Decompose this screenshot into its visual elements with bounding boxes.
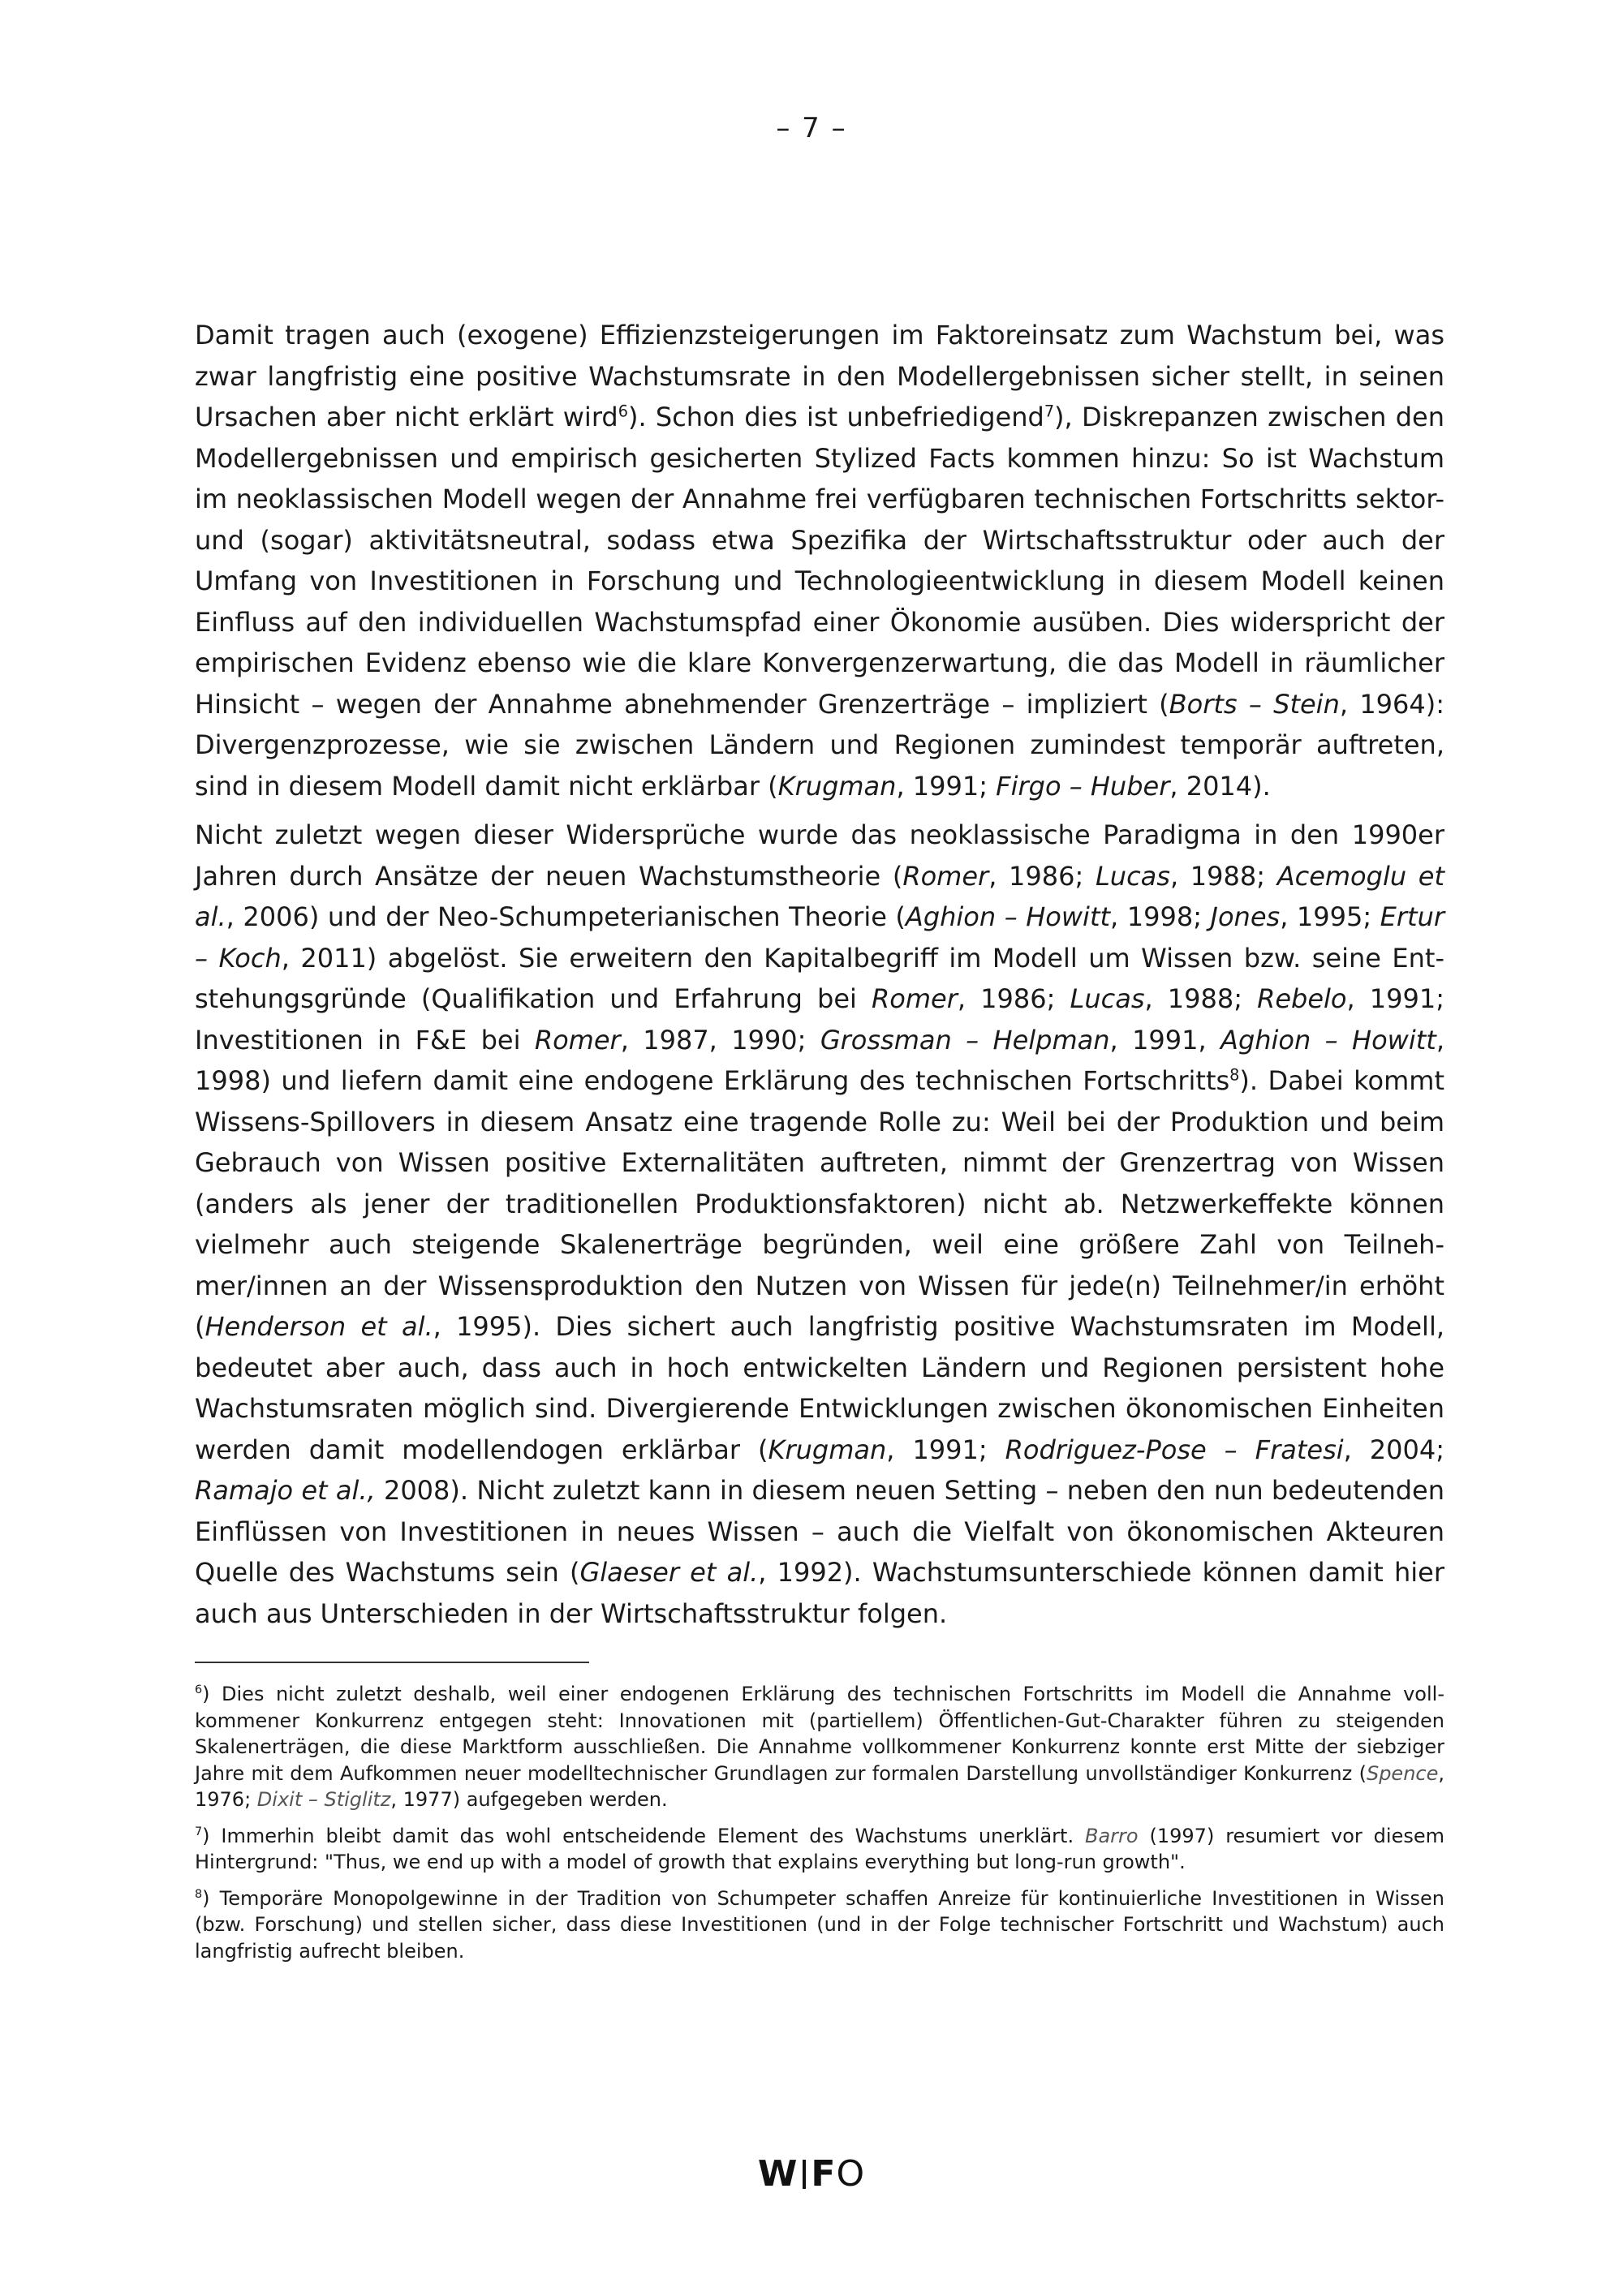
footnote-marker: 8 xyxy=(195,1887,203,1901)
page-number: – 7 – xyxy=(776,112,847,144)
citation: Aghion – Howitt xyxy=(905,901,1111,932)
citation: Lucas xyxy=(1095,860,1170,892)
citation: Henderson et al. xyxy=(204,1311,433,1342)
footnote-marker: 6 xyxy=(195,1683,203,1696)
citation: Firgo – Huber xyxy=(996,770,1170,802)
footnote-ref-8[interactable]: 8 xyxy=(1229,1065,1240,1085)
citation: Glaeser et al. xyxy=(579,1557,759,1588)
citation: Ertur – Koch xyxy=(195,901,1445,974)
paragraph-2: Nicht zuletzt wegen dieser Widersprüche wurde das neoklassische Paradigma in den 1990er Jahren durch Ansätze der neuen Wachstumstheorie (Romer, 1986; Lucas, 1988; Acemoglu et al., 2006) und der Neo-Schumpeterianischen Theorie (Aghion – Howitt, 1998; Jones, 1995; Ertur – Koch, 2011) abgelöst. Sie erweitern den Kapitalbegriff im Modell um Wissen bzw. seine Entstehungsgründe (Qualifikation und Erfahrung bei Romer, 1986; Lucas, 1988; Rebelo, 1991; Investitionen in F&E bei Romer, 1987, 1990; Grossman – Helpman, 1991, Aghion – Howitt, 1998) und liefern damit eine endogene Erklärung des technischen Fortschritts$^8$). Dabei kommt Wissens-Spillovers in diesem Ansatz eine tragende Rolle zu: Weil bei der Produktion und beim Gebrauch von Wissen positive Externalitäten auftreten, nimmt der Grenzertrag von Wissen (anders als jener der traditionellen Produktionsfaktoren) nicht ab. Netzwerkeffekte können vielmehr auch steigende Skalenerträge begründen, weil eine größere Zahl von Teilnehmer/innen an der Wissensproduktion den Nutzen von Wissen für jede(n) Teilnehmer/in erhöht (Henderson et al., 1995). Dies sichert auch langfristig positive Wachstumsraten im Modell, bedeutet aber auch, dass auch in hoch entwickelten Ländern und Regionen persistent hohe Wachstumsraten möglich sind. Divergierende Entwicklungen zwischen ökonomischen Einheiten werden damit modellendogen erklärbar (Krugman, 1991; Rodriguez-Pose – Fratesi, 2004; Ramajo et al., 2008). Nicht zuletzt kann in diesem neuen Setting – neben den nun bedeutenden Einflüssen von Investitionen in neues Wissen – auch die Vielfalt von ökonomischen Akteuren Quelle des Wachstums sein (Glaeser et al., 1992). Wachstumsunterschiede können damit hier auch aus Unterschieden in der Wirtschaftsstruktur folgen. xyxy=(195,819,1445,1629)
footnote-marker: 7 xyxy=(195,1825,203,1838)
citation: Grossman – Helpman xyxy=(820,1024,1110,1056)
footnote-7: $^7$) Immerhin bleibt damit das wohl entscheidende Element des Wachstums unerklärt. Barro (1997) resumiert vor diesem Hintergrund: "Thus, we end up with a model of growth that explains everything but long-run growth". xyxy=(195,1824,1444,1873)
footnote-8: $^8$) Temporäre Monopolgewinne in der Tradition von Schumpeter schaffen Anreize für kontinuierliche Investitionen in Wissen (bzw. Forschung) und stellen sicher, dass diese Investitionen (und in der Folge technischer Fortschritt und Wachstum) auch langfristig aufrecht bleiben. xyxy=(195,1886,1444,1963)
citation: Acemoglu et al. xyxy=(195,860,1445,932)
footnote-ref-6[interactable]: 6 xyxy=(618,402,628,421)
citation: Jones xyxy=(1210,901,1281,932)
wifo-logo: W FO xyxy=(757,2153,866,2195)
footnotes xyxy=(195,1681,1444,1974)
logo-bar xyxy=(803,2160,806,2189)
citation: Krugman xyxy=(768,1434,887,1465)
citation: Rodriguez-Pose – Fratesi xyxy=(1005,1434,1344,1465)
citation: Romer xyxy=(902,860,989,892)
footnote-6: $^6$) Dies nicht zuletzt deshalb, weil einer endogenen Erklärung des technischen Fortschritts im Modell die Annahme vollkommener Konkurrenz entgegen steht: Innovationen mit (partiellem) Öffentlichen-Gut-Charakter führen zu steigenden Skalenerträgen, die diese Marktform ausschließen. Die Annahme vollkommener Konkurrenz konnte erst Mitte der siebziger Jahre mit dem Aufkommen neuer modelltechnischer Grundlagen zur formalen Darstellung unvollständiger Konkurrenz (Spence, 1976; Dixit – Stiglitz, 1977) aufgegeben werden. xyxy=(195,1683,1444,1811)
footnote-divider xyxy=(195,1662,589,1663)
footnote-ref-7[interactable]: 7 xyxy=(1044,402,1055,421)
citation: Romer xyxy=(534,1024,621,1056)
citation: Dixit – Stiglitz xyxy=(256,1788,391,1811)
body-text xyxy=(195,315,1444,1642)
citation: Ramajo et al., xyxy=(195,1475,376,1506)
citation: Spence xyxy=(1366,1761,1439,1785)
citation: Romer xyxy=(872,983,958,1014)
citation: Lucas xyxy=(1070,983,1145,1014)
paragraph-1: Damit tragen auch (exogene) Effizienzsteigerungen im Faktoreinsatz zum Wachstum bei, was zwar langfristig eine positive Wachstumsrate in den Modellergebnissen sicher stellt, in seinen Ursachen aber nicht erklärt wird$^6$). Schon dies ist unbefriedigend$^7$), Diskrepanzen zwischen den Modellergebnissen und empirisch gesicherten Stylized Facts kommen hinzu: So ist Wachstum im neoklassischen Modell wegen der Annahme frei verfügbaren technischen Fortschritts sektor- und (sogar) aktivitätsneutral, sodass etwa Spezifika der Wirtschaftsstruktur oder auch der Umfang von Investitionen in Forschung und Technologieentwicklung in diesem Modell keinen Einfluss auf den individuellen Wachstumspfad einer Ökonomie ausüben. Dies widerspricht der empirischen Evidenz ebenso wie die klare Konvergenzerwartung, die das Modell in räumlicher Hinsicht – wegen der Annahme abnehmender Grenzerträge – impliziert (Borts – Stein, 1964): Divergenzprozesse, wie sie zwischen Ländern und Regionen zumindest temporär auftreten, sind in diesem Modell damit nicht erklärbar (Krugman, 1991; Firgo – Huber, 2014). xyxy=(195,320,1445,802)
citation: Barro xyxy=(1085,1824,1139,1847)
citation: Aghion – Howitt xyxy=(1220,1024,1436,1056)
citation: Rebelo xyxy=(1257,983,1347,1014)
citation: Borts – Stein xyxy=(1169,688,1340,720)
citation: Krugman xyxy=(777,770,897,802)
